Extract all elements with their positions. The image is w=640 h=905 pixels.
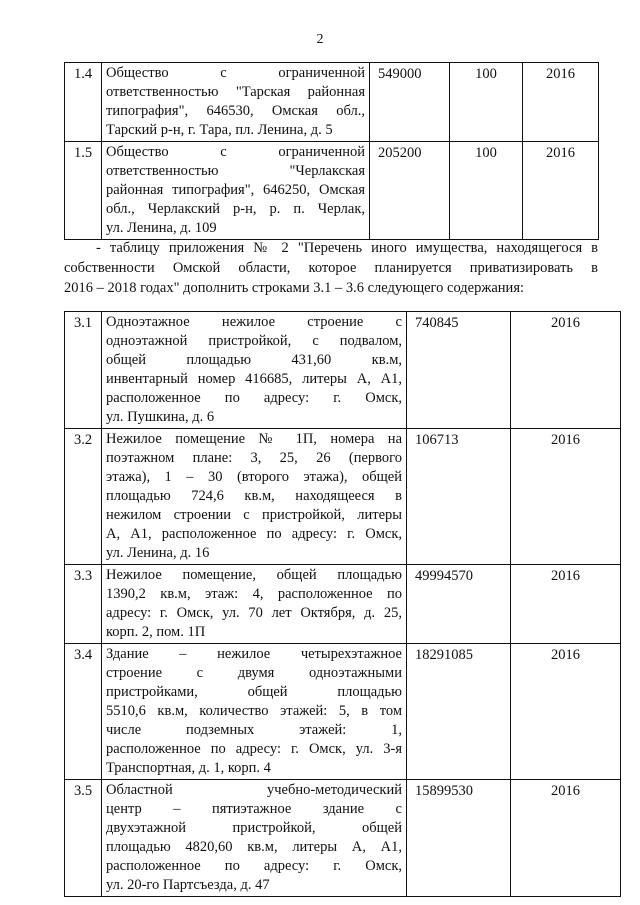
table-row [65,780,621,897]
row-number: 3.5 [65,780,102,897]
description-line: расположенное по адресу: г. Омск, [106,390,402,406]
description-line: ответственностью "Тарская районная [106,84,365,100]
description-line: ул. Пушкина, д. 6 [106,409,215,425]
description-line: двухэтажной пристройкой, общей [106,820,402,836]
description-line: 5510,6 кв.м, количество этажей: 5, в том [106,703,402,719]
description-line: Тарский р-н, г. Тара, пл. Ленина, д. 5 [106,122,333,138]
row-percent: 100 [450,142,523,240]
row-number: 3.1 [65,312,102,429]
row-year: 2016 [511,644,621,780]
row-year: 2016 [511,565,621,644]
description-line: площадью 724,6 кв.м, находящееся в [106,488,402,504]
table-row [65,429,621,565]
amendment-paragraph [64,238,598,298]
row-description [102,429,407,565]
row-description [102,780,407,897]
row-value: 549000 [370,63,450,142]
description-line: ул. 20-го Партсъезда, д. 47 [106,877,270,893]
row-description [102,565,407,644]
row-year: 2016 [523,63,599,142]
row-value: 205200 [370,142,450,240]
description-line: типография", 646530, Омская обл., [106,103,365,119]
description-line: Нежилое помещение № 1П, номера на [106,431,402,447]
row-year: 2016 [511,780,621,897]
description-line: ответственностью "Черлакская [106,163,365,179]
description-line: обл., Черлакский р-н, р. п. Черлак, [106,201,365,217]
description-line: инвентарный номер 416685, литеры А, А1, [106,371,402,387]
description-line: поэтажном плане: 3, 25, 26 (первого [106,450,402,466]
row-number: 3.2 [65,429,102,565]
table-row [65,644,621,780]
row-description [102,63,370,142]
description-line: 1390,2 кв.м, этаж: 4, расположенное по [106,586,402,602]
description-line: Общество с ограниченной [106,144,365,160]
property-table-1 [64,62,599,240]
description-line: строение с двумя одноэтажными [106,665,402,681]
row-value: 18291085 [407,644,511,780]
description-line: этажа), 1 – 30 (второго этажа), общей [106,469,402,485]
description-line: Нежилое помещение, общей площадью [106,567,402,583]
row-value: 740845 [407,312,511,429]
description-line: центр – пятиэтажное здание с [106,801,402,817]
description-line: нежилом строении с пристройкой, литеры [106,507,402,523]
description-line: расположенное по адресу: г. Омск, [106,858,402,874]
table-row [65,312,621,429]
row-percent: 100 [450,63,523,142]
row-number: 3.3 [65,565,102,644]
description-line: ул. Ленина, д. 16 [106,545,210,561]
paragraph-line: собственности Омской области, которое планируется приватизировать в [64,260,598,276]
description-line: ул. Ленина, д. 109 [106,220,217,236]
row-number: 1.4 [65,63,102,142]
table-row [65,63,599,142]
table-row [65,142,599,240]
row-description [102,312,407,429]
description-line: корп. 2, пом. 1П [106,624,206,640]
description-line: Областной учебно-методический [106,782,402,798]
row-number: 3.4 [65,644,102,780]
description-line: одноэтажной пристройкой, с подвалом, [106,333,402,349]
table-row [65,565,621,644]
description-line: Здание – нежилое четырехэтажное [106,646,402,662]
description-line: Одноэтажное нежилое строение с [106,314,402,330]
row-value: 106713 [407,429,511,565]
description-line: общей площадью 431,60 кв.м, [106,352,402,368]
description-line: Общество с ограниченной [106,65,365,81]
description-line: А, А1, расположенное по адресу: г. Омск, [106,526,402,542]
paragraph-line: 2016 – 2018 годах" дополнить строками 3.1 – 3.6 следующего содержания: [64,280,525,296]
row-value: 15899530 [407,780,511,897]
row-number: 1.5 [65,142,102,240]
row-year: 2016 [511,312,621,429]
description-line: Транспортная, д. 1, корп. 4 [106,760,271,776]
row-value: 49994570 [407,565,511,644]
description-line: адресу: г. Омск, ул. 70 лет Октября, д. 25, [106,605,402,621]
row-year: 2016 [523,142,599,240]
description-line: пристройками, общей площадью [106,684,402,700]
description-line: районная типография", 646250, Омская [106,182,365,198]
description-line: площадью 4820,60 кв.м, литеры А, А1, [106,839,402,855]
row-year: 2016 [511,429,621,565]
page-number: 2 [316,32,324,47]
description-line: числе подземных этажей: 1, [106,722,402,738]
property-table-2 [64,311,621,897]
description-line: расположенное по адресу: г. Омск, ул. 3-я [106,741,402,757]
row-description [102,644,407,780]
row-description [102,142,370,240]
paragraph-line: - таблицу приложения № 2 "Перечень иного имущества, находящегося в [96,240,598,256]
